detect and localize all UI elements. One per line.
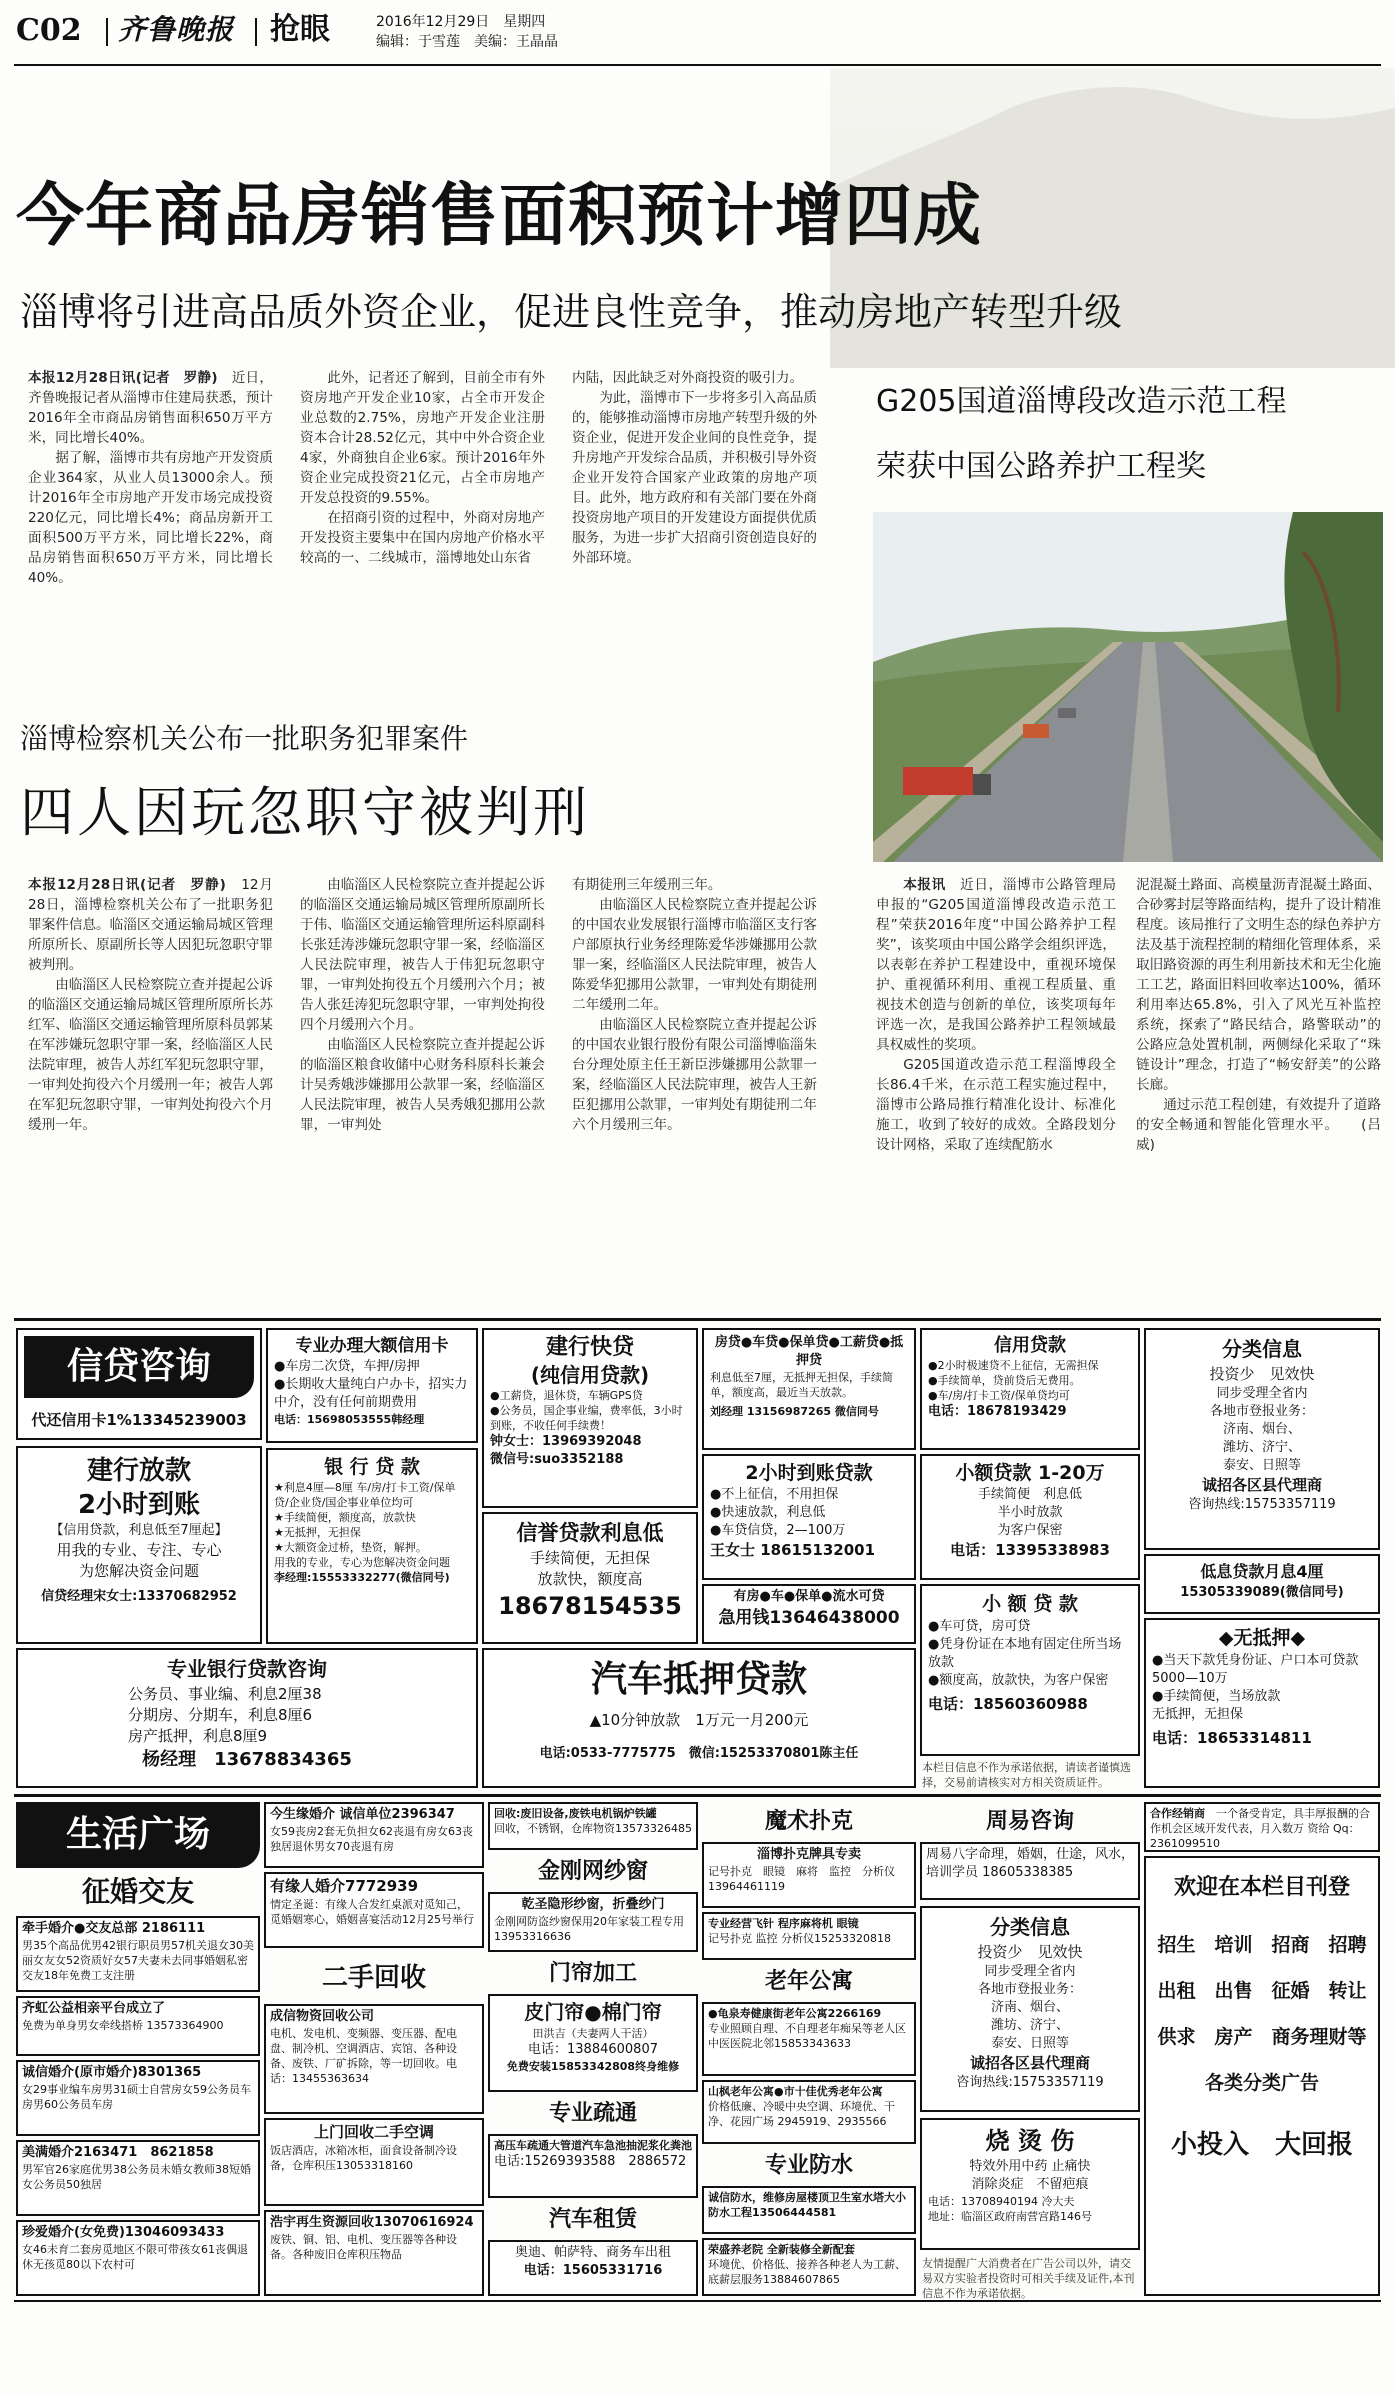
ad-pipe-phone: 电话:15269393588 2886572 bbox=[494, 2154, 687, 2169]
ad-pro-line: 分期房、分期车，利息8厘6 bbox=[128, 1706, 313, 1724]
ad-water-title-2: 荣盛养老院 全新装修全新配套 bbox=[708, 2243, 855, 2256]
paragraph: 有期徒刑三年缓刑三年。 bbox=[572, 877, 722, 893]
ad-burn-line: 消除炎症 不留疤痕 bbox=[971, 2177, 1089, 2192]
ad-recycle-desc: 电机、发电机、变频器、变压器、配电盘、制冷机、空调酒店、宾馆、各种设备、废铁、厂矿拆除，等一切回收。电话：13455363634 bbox=[270, 2027, 457, 2085]
ad-elder-title-2: 山枫老年公寓●市十佳优秀老年公寓 bbox=[708, 2085, 883, 2098]
ad-card-phone: 电话：15698053555韩经理 bbox=[274, 1413, 425, 1426]
ad-magic-1 bbox=[702, 1842, 916, 1908]
ad-shangmen-title: 上门回收二手空调 bbox=[313, 2123, 434, 2141]
ad-nodiya-line: ●手续简便，当场放款 bbox=[1152, 1689, 1281, 1704]
ad-xinyu bbox=[482, 1512, 698, 1644]
ad-door bbox=[488, 1994, 698, 2092]
ad-burn-phone: 电话：13708940194 冷大夫 bbox=[928, 2195, 1075, 2208]
ad-fenlei2-sub: 投资少 见效快 bbox=[977, 1943, 1083, 1961]
ad-xindai-phone: 代还信用卡1%13345239003 bbox=[31, 1411, 247, 1429]
ad-fangdai bbox=[702, 1328, 916, 1450]
ad-youyuan-desc: 情定圣诞：有缘人合发红桌派对觅知己，觅婚姻寒心，婚姻喜宴活动12月25号举行 bbox=[270, 1898, 474, 1926]
ad-two-phone: 王女士 18615132001 bbox=[710, 1541, 876, 1559]
ad-door-phone: 电话：13884600807 bbox=[528, 2042, 658, 2057]
ad-two-line: ●快速放款，利息低 bbox=[710, 1505, 826, 1520]
ad-xiao-phone: 电话：13395338983 bbox=[950, 1541, 1110, 1559]
ad-pipe bbox=[488, 2134, 698, 2198]
ad-fenlei-line: 潍坊、济宁、 bbox=[1222, 1440, 1301, 1455]
zhouyi-heading: 周易咨询 bbox=[985, 1809, 1074, 1834]
ad-youyuan-title: 有缘人婚介7772939 bbox=[270, 1877, 419, 1895]
ad-fenlei bbox=[1144, 1328, 1380, 1550]
ad-water-title: 诚信防水，维修房屋楼顶卫生室水塔大小防水工程13506444581 bbox=[708, 2191, 906, 2219]
ad-xiao2-line: ●车可贷，房可贷 bbox=[928, 1619, 1031, 1634]
ad-screen-desc: 金刚网防盗纱窗保用20年家装工程专用 13953316636 bbox=[494, 1915, 684, 1943]
ad-car-title: 汽车抵押贷款 bbox=[590, 1659, 807, 1700]
ad-pro-bank bbox=[16, 1648, 478, 1788]
elder-heading: 老年公寓 bbox=[764, 1969, 853, 1994]
ad-elder-2 bbox=[702, 2080, 916, 2144]
ad-fenlei2-line: 泰安、日照等 bbox=[990, 2036, 1069, 2051]
ad-chengxin bbox=[16, 2060, 260, 2136]
main-article-col3 bbox=[572, 368, 817, 688]
ad-rent bbox=[488, 2240, 698, 2296]
ad-nodiya-title: ◆无抵押◆ bbox=[1218, 1627, 1306, 1649]
ad-ccb-title: 建行快贷 bbox=[545, 1335, 634, 1360]
ad-elder-title: ●龟泉寿健康街老年公寓2266169 bbox=[708, 2007, 882, 2020]
crime-headline: 四人因玩忽职守被判刑 bbox=[20, 781, 590, 844]
crime-article-col2 bbox=[300, 875, 545, 1295]
main-headline: 今年商品房销售面积预计增四成 bbox=[16, 177, 983, 256]
ad-xiao2-loan bbox=[920, 1584, 1140, 1756]
ad-fenlei-line: 泰安、日照等 bbox=[1222, 1458, 1301, 1473]
paragraph: 由临淄区人民检察院立查并提起公诉的临淄区交通运输局城区管理所原副所长于伟、临淄区交通运输管理所运科原副科长张廷涛涉嫌玩忽职守罪一案，经临淄区人民法院审理，被告人于伟犯玩忽职守罪，一审判处拘役五个月缓刑六个月；被告人张廷涛犯玩忽职守罪，一审判处拘役四个月缓刑六个月。 bbox=[300, 877, 545, 1033]
ad-xinyu-line: 放款快，额度高 bbox=[537, 1570, 643, 1588]
paragraph: 泥混凝土路面、高模量沥青混凝土路面、合砂雾封层等路面结构，提升了设计精准程度。该局推行了文明生态的绿色养护方法及基于流程控制的精细化管理体系，采取旧路资源的再生利用新技术和无尘化施工工艺，路面旧料回收率达100%，循环利用率达65.8%，引入了风光互补监控系统，探索了“路民结合，路警联动”的公路应急处置机制，两侧绿化采取了“珠链设计”理念，打造了“畅安舒美”的公路长廊。 bbox=[1136, 877, 1381, 1093]
ad-elder-desc: 专业照顾自理、不自理老年痴呆等老人区中医医院北邻15853343633 bbox=[708, 2022, 906, 2050]
ad-chengxin-recycle bbox=[264, 2004, 484, 2114]
ad-xiao-line: 手续简便 利息低 bbox=[977, 1487, 1082, 1502]
ad-card-line: ●长期收大量纯白户办卡，招实力中介，没有任何前期费用 bbox=[274, 1377, 468, 1410]
ad-door-title: 皮门帘●棉门帘 bbox=[524, 2000, 662, 2024]
paragraph: 由临淄区人民检察院立查并提起公诉的临淄区粮食收储中心财务科原科长兼会计吴秀娥涉嫌挪用公款罪一案，经临淄区人民法院审理，被告人吴秀娥犯挪用公款罪，一审判处 bbox=[300, 1037, 545, 1133]
ad-old-recycle-1: 回收:废旧设备,废铁电机锅炉铁罐 bbox=[494, 1807, 657, 1820]
ad-fenlei2-line: 同步受理全省内 bbox=[984, 1964, 1076, 1979]
crime-article-col3 bbox=[572, 875, 817, 1295]
ad-welcome-title: 欢迎在本栏目刊登 bbox=[1173, 1875, 1350, 1900]
ad-door-contact: 田洪吉（夫妻两人干活） bbox=[532, 2027, 654, 2040]
ad-qianshou-desc: 男35个高品优男42银行职员男57机关退女30美丽女友女52资质好女57夫妻未去同事婚姻私密交友18年免费工支注册 bbox=[22, 1939, 254, 1982]
ad-rent-phone: 电话：15605331716 bbox=[523, 2263, 663, 2278]
ad-youfang-title: 有房●车●保单●流水可贷 bbox=[733, 1589, 885, 1604]
ad-magic-2 bbox=[702, 1912, 916, 1960]
crime-article-col1 bbox=[28, 875, 273, 1295]
main-article-col1 bbox=[28, 368, 273, 688]
ad-magic-title-2: 专业经营飞针 程序麻将机 眼镜 bbox=[708, 1917, 859, 1930]
road-title-2: 荣获中国公路养护工程奖 bbox=[876, 449, 1206, 484]
ad-elder-1 bbox=[702, 2002, 916, 2076]
ad-fenlei-line: 济南、烟台、 bbox=[1222, 1422, 1301, 1437]
ad-two-hour bbox=[702, 1454, 916, 1580]
ad-screen-title: 乾圣隐形纱窗，折叠纱门 bbox=[521, 1897, 665, 1912]
paragraph: 由临淄区人民检察院立查并提起公诉的中国农业银行股份有限公司淄博临淄朱台分理处原主任王新臣涉嫌挪用公款罪一案，经临淄区人民法院审理，被告人王新臣犯挪用公款罪，一审判处有期徒刑二年六个月缓刑三年。 bbox=[572, 1017, 817, 1133]
byline: 本报12月28日讯(记者 罗静) bbox=[28, 877, 226, 893]
ad-qiming bbox=[16, 1996, 260, 2056]
ad-xiao2-phone: 电话：18560360988 bbox=[928, 1695, 1088, 1713]
ad-shangmen bbox=[264, 2118, 484, 2206]
pipe-heading: 专业疏通 bbox=[548, 2101, 637, 2126]
rent-heading: 汽车租赁 bbox=[548, 2207, 637, 2232]
ad-burn-line: 特效外用中药 止痛快 bbox=[969, 2159, 1091, 2174]
ad-xinyong-phone: 电话：18678193429 bbox=[928, 1404, 1067, 1419]
ad-qianshou-title: 牵手婚介●交友总部 2186111 bbox=[22, 1921, 206, 1936]
ad-card-title: 专业办理大额信用卡 bbox=[295, 1336, 449, 1356]
ad-magic-desc: 记号扑克 眼镜 麻将 监控 分析仪 13964461119 bbox=[708, 1865, 906, 1893]
ad-water-2 bbox=[702, 2238, 916, 2296]
ad-jianhang-line: 用我的专业、专注、专心 bbox=[56, 1541, 222, 1559]
ad-zhenai bbox=[16, 2220, 260, 2296]
ad-fenlei2-title: 分类信息 bbox=[990, 1915, 1070, 1939]
paragraph: 通过示范工程创建，有效提升了道路的安全畅通和智能化管理水平。 (吕威) bbox=[1136, 1097, 1381, 1153]
ad-two-line: ●车贷信贷，2—100万 bbox=[710, 1523, 846, 1538]
ad-ccb-line: ●公务员，国企事业编，费率低，3小时到账，不收任何手续费！ bbox=[490, 1404, 683, 1432]
ad-meiman-desc: 男军官26家庭优男38公务员未婚女教师38短婚女公务员50独居 bbox=[22, 2163, 251, 2191]
ad-fang-phone: 刘经理 13156987265 微信同号 bbox=[710, 1405, 879, 1418]
ad-jianhang-line: 为您解决资金问题 bbox=[78, 1562, 199, 1580]
ad-notice-2: 友情提醒广大消费者在广告公司以外，请交易双方实验者投资时可相关手续及证件,本刊信息不作为承诺依据。 bbox=[922, 2257, 1135, 2300]
paragraph: 12月28日，淄博检察机关公布了一批职务犯罪案件信息。临淄区交通运输局城区管理所原所长、原副所长等人因犯玩忽职守罪被判刑。 bbox=[28, 877, 273, 973]
ad-fenlei2-line: 各地市登报业务： bbox=[977, 1982, 1082, 1997]
magic-heading: 魔术扑克 bbox=[764, 1809, 853, 1834]
section-title: 抢眼 bbox=[270, 12, 330, 47]
ad-zhenai-desc: 女46未育二套房觅地区不限可带孩女61丧偶退休无孩觅80以下农村可 bbox=[22, 2243, 248, 2271]
ad-chengxin-title: 诚信婚介(原市婚介)8301365 bbox=[22, 2065, 202, 2080]
ad-xinyong bbox=[920, 1328, 1140, 1450]
ad-haoyu bbox=[264, 2210, 484, 2296]
ad-old-recycle-2: 回收，不锈钢，仓库物资13573326485 bbox=[494, 1822, 692, 1835]
page-number: C02 bbox=[16, 13, 82, 48]
header-divider-2 bbox=[255, 18, 257, 46]
ad-pro-title: 专业银行贷款咨询 bbox=[167, 1657, 327, 1681]
ad-bank-line: ★手续简便，额度高，放款快 bbox=[274, 1511, 416, 1524]
ad-zhouyi-desc: 周易八字命理，婚姻，仕途，风水，培训学员 18605338385 bbox=[926, 1847, 1135, 1880]
ad-nodiya-line: ●当天下款凭身份证、户口本可贷款5000—10万 bbox=[1152, 1653, 1359, 1686]
ad-screen bbox=[488, 1892, 698, 1952]
ad-chengxin-desc: 女29事业编车房男31硕士自营房女59公务员车房男60公务员车房 bbox=[22, 2083, 251, 2111]
ad-water-desc-2: 环境优、价格低、接养各种老人为工薪、底薪层服务13884607865 bbox=[708, 2258, 906, 2286]
ad-pro-contact: 杨经理 13678834365 bbox=[142, 1749, 352, 1770]
ad-xiao-line: 为客户保密 bbox=[997, 1523, 1063, 1538]
water-heading: 专业防水 bbox=[764, 2153, 853, 2178]
header-divider bbox=[106, 18, 108, 46]
ad-fenlei-phone: 咨询热线:15753357119 bbox=[1188, 1497, 1336, 1512]
ad-xinyong-title: 信用贷款 bbox=[994, 1335, 1066, 1356]
ad-dixi-phone: 15305339089(微信同号) bbox=[1180, 1585, 1344, 1600]
ad-welcome-line: 供求 房产 商务理财等 bbox=[1157, 2026, 1367, 2048]
paragraph: 近日，淄博市公路管理局申报的“G205国道淄博段改造示范工程”荣获2016年度“中国公路养护工程奖”，该奖项由中国公路学会组织评选，以表彰在养护工程建设中，重视环境保护、重视循环利用、重视工程质量、重视技术创造与创新的单位，该奖项每年评选一次，是我国公路养护工程领域最具权威性的奖项。 bbox=[876, 877, 1116, 1053]
ad-xiao2-title: 小 额 贷 款 bbox=[982, 1593, 1078, 1615]
ad-ccb-sub: (纯信用贷款) bbox=[530, 1363, 650, 1387]
ad-welcome-line: 出租 出售 征婚 转让 bbox=[1157, 1980, 1367, 2002]
ad-door-free: 免费安装15853342808终身维修 bbox=[506, 2060, 680, 2073]
ad-meiman bbox=[16, 2140, 260, 2216]
ad-jianhang-contact: 信贷经理宋女士:13370682952 bbox=[41, 1589, 237, 1604]
ad-jianhang-title: 建行放款 bbox=[86, 1456, 191, 1486]
ad-burn bbox=[920, 2118, 1140, 2250]
crime-kicker: 淄博检察机关公布一批职务犯罪案件 bbox=[20, 722, 469, 755]
ads-top-rule bbox=[14, 1318, 1381, 1321]
ad-xindai bbox=[16, 1328, 262, 1440]
ad-fenlei-sub: 投资少 见效快 bbox=[1209, 1365, 1315, 1383]
ad-car-line: ▲10分钟放款 1万元一月200元 bbox=[589, 1711, 809, 1729]
ad-youyuan bbox=[264, 1872, 484, 1948]
paragraph: G205国道改造示范工程淄博段全长86.4千米，在示范工程实施过程中，淄博市公路局推行精准化设计、标准化施工，收到了较好的成效。全路段划分设计网格，采取了连续配筋水 bbox=[876, 1057, 1116, 1153]
ad-ccb-wechat: 微信号:suo3352188 bbox=[490, 1452, 624, 1467]
newspaper-logo: 齐鲁晚报 bbox=[118, 13, 235, 46]
issue-date: 2016年12月29日 星期四 bbox=[376, 14, 546, 30]
paragraph: 由临淄区人民检察院立查并提起公诉的临淄区交通运输局城区管理所原所长苏红军、临淄区交通运输管理所原科员郭某在军涉嫌玩忽职守罪一案，经临淄区人民法院审理，被告人苏红军犯玩忽职守罪，一审判处拘役六个月缓刑一年；被告人郭在军犯玩忽职守罪，一审判处拘役六个月缓刑一年。 bbox=[28, 977, 273, 1133]
paragraph: 此外，记者还了解到，目前全市有外资房地产开发企业10家，占全市开发企业总数的2.75%，房地产开发企业注册资本合计28.52亿元，其中中外合资企业4家，外商独自企业6家。预计2016年外资企业完成投资21亿元，占全市房地产开发总投资的9.55%。 bbox=[300, 370, 545, 506]
ad-xindai-title: 信贷咨询 bbox=[24, 1336, 254, 1398]
ad-burn-title: 烧 烫 伤 bbox=[985, 2127, 1075, 2155]
ad-pipe-title: 高压车疏通大管道汽车急池抽泥浆化粪池 bbox=[494, 2139, 692, 2152]
ad-youfang-phone: 急用钱13646438000 bbox=[718, 1608, 900, 1628]
ad-welcome-line: 招生 培训 招商 招聘 bbox=[1157, 1934, 1367, 1956]
ad-xinyong-line: ●手续简单，贷前贷后无费用。 bbox=[928, 1374, 1081, 1387]
ad-zhenai-title: 珍爱婚介(女免费)13046093433 bbox=[22, 2225, 225, 2240]
ad-welcome-line: 各类分类广告 bbox=[1204, 2072, 1319, 2094]
ad-xiao-title: 小额贷款 1-20万 bbox=[955, 1462, 1105, 1484]
ad-fenlei-recruit: 诚招各区县代理商 bbox=[1201, 1476, 1322, 1494]
ad-ccb-contact: 钟女士：13969392048 bbox=[490, 1434, 642, 1449]
ad-nodiya-phone: 电话：18653314811 bbox=[1152, 1729, 1312, 1747]
ad-qiming-desc: 免费为单身男女牵线搭桥 13573364900 bbox=[22, 2019, 224, 2032]
paragraph: 近日，齐鲁晚报记者从淄博市住建局获悉，预计2016年全市商品房销售面积650万平方米，同比增长40%。 bbox=[28, 370, 273, 446]
paragraph: 在招商引资的过程中，外商对房地产开发投资主要集中在国内房地产价格水平较高的一、二线城市，淄博地处山东省 bbox=[300, 510, 545, 566]
ad-rent-desc: 奥迪、帕萨特、商务车出租 bbox=[514, 2245, 671, 2260]
paragraph: 由临淄区人民检察院立查并提起公诉的中国农业发展银行淄博市临淄区支行客户部原执行业务经理陈爱华涉嫌挪用公款罪一案，经临淄区人民法院审理，被告人陈爱华犯挪用公款罪，一审判处有期徒刑二年缓刑二年。 bbox=[572, 897, 817, 1013]
main-article-col2 bbox=[300, 368, 545, 688]
life-plaza-title: 生活广场 bbox=[16, 1802, 260, 1868]
ad-bank-line: ★大额资金过桥，垫资，解押。 bbox=[274, 1541, 427, 1554]
byline: 本报讯 bbox=[903, 877, 946, 893]
ad-xiao-line: 半小时放款 bbox=[997, 1505, 1063, 1520]
ads-bottom-rule bbox=[14, 2300, 1381, 2302]
highway-photo bbox=[873, 512, 1383, 862]
ad-two-title: 2小时到账贷款 bbox=[745, 1462, 873, 1484]
ad-zhouyi bbox=[920, 1842, 1140, 1900]
ad-haoyu-desc: 废铁、铜、铝、电机、变压器等各种设备。各种废旧仓库积压物品 bbox=[270, 2233, 457, 2261]
ad-bank-phone: 李经理:15553332277(微信同号) bbox=[274, 1571, 450, 1584]
ad-two-line: ●不上征信，不用担保 bbox=[710, 1487, 839, 1502]
ad-fenlei2-recruit: 诚招各区县代理商 bbox=[969, 2054, 1090, 2072]
ad-car-mortgage bbox=[482, 1648, 916, 1788]
ads-mid-rule bbox=[14, 1794, 1381, 1797]
ad-bank-line: ★无抵押，无担保 bbox=[274, 1526, 361, 1539]
ad-xinyu-title: 信誉贷款利息低 bbox=[516, 1521, 664, 1545]
ad-xinyong-line: ●2小时极速贷不上征信，无需担保 bbox=[928, 1359, 1099, 1372]
ad-jinsheng bbox=[264, 1802, 484, 1868]
ad-ccb-fastloan bbox=[482, 1328, 698, 1508]
ad-magic-desc-2: 记号扑克 监控 分析仪15253320818 bbox=[708, 1932, 891, 1945]
ad-coop bbox=[1144, 1802, 1380, 1852]
ad-credit-card bbox=[266, 1328, 478, 1443]
ad-fenlei2-line: 潍坊、济宁、 bbox=[990, 2018, 1069, 2033]
ad-xiao2-line: ●凭身份证在本地有固定住所当场放款 bbox=[928, 1637, 1122, 1670]
ad-dixi bbox=[1144, 1554, 1380, 1614]
paragraph: 内陆，因此缺乏对外商投资的吸引力。 bbox=[572, 370, 804, 386]
ad-fenlei2-line: 济南、烟台、 bbox=[990, 2000, 1069, 2015]
ad-bank-line: ★利息4厘—8厘 车/房/打卡工资/保单贷/企业贷/国企事业单位均可 bbox=[274, 1481, 456, 1509]
ad-notice: 本栏目信息不作为承诺依据，请读者谨慎选择，交易前请核实对方相关资质证件。 bbox=[922, 1761, 1131, 1789]
ad-xiao2-line: ●额度高，放款快，为客户保密 bbox=[928, 1673, 1109, 1688]
ad-shangmen-desc: 饭店酒店，冰箱冰柜，面食设备制冷设备，仓库积压13053318160 bbox=[270, 2144, 457, 2172]
ad-qianshou bbox=[16, 1916, 260, 1992]
byline: 本报12月28日讯(记者 罗静) bbox=[28, 370, 218, 386]
ad-nodiya-line: 无抵押，无担保 bbox=[1152, 1707, 1244, 1722]
ad-jinsheng-title: 今生缘婚介 诚信单位2396347 bbox=[270, 1807, 455, 1822]
ad-recycle-shop: 成信物资回收公司 bbox=[270, 2009, 375, 2024]
road-article-colB bbox=[1136, 875, 1381, 1295]
ad-car-phone: 电话:0533-7775775 微信:15253370801陈主任 bbox=[539, 1746, 859, 1761]
screen-heading: 金刚网纱窗 bbox=[537, 1859, 648, 1884]
ad-burn-addr: 地址：临淄区政府南营宫路146号 bbox=[928, 2210, 1092, 2223]
ad-fenlei-2 bbox=[920, 1906, 1140, 2112]
ad-fang-title: 房贷●车贷●保单贷●工薪贷●抵押贷 bbox=[714, 1335, 904, 1368]
ad-xinyu-line: 手续简便，无担保 bbox=[529, 1549, 650, 1567]
ad-bank-title: 银 行 贷 款 bbox=[324, 1456, 420, 1478]
ad-jianhang-sub: 2小时到账 bbox=[77, 1490, 201, 1520]
ad-elder-desc-2: 价格低廉、冷暖中央空调、环境优、干净、花园广场 2945919、2935566 bbox=[708, 2100, 895, 2128]
marriage-heading: 征婚交友 bbox=[81, 1875, 194, 1908]
ad-coop-title: 合作经销商 bbox=[1150, 1807, 1205, 1820]
ad-water-1 bbox=[702, 2186, 916, 2234]
ad-fenlei2-phone: 咨询热线:15753357119 bbox=[956, 2075, 1104, 2090]
ad-jianhang bbox=[16, 1446, 262, 1644]
paragraph: 为此，淄博市下一步将多引入高品质的，能够推动淄博市房地产转型升级的外资企业，促进开发企业间的良性竞争，提升房地产开发综合品质，并积极引导外资企业开发符合国家产业政策的房地产项目。此外，地方政府和有关部门要在外商投资房地产项目的开发建设方面提供优质服务，为进一步扩大招商引资创造良好的外部环境。 bbox=[572, 390, 817, 566]
paragraph: 据了解，淄博市共有房地产开发资质企业364家，从业人员13000余人。预计2016年全市房地产开发市场完成投资220亿元，同比增长4%；商品房新开工面积500万平方米，同比增长22%，商品房销售面积650万平方米，同比增长40%。 bbox=[28, 450, 273, 586]
ad-haoyu-title: 浩宇再生资源回收13070616924 bbox=[270, 2215, 474, 2230]
editors-line: 编辑：于雪莲 美编：王晶晶 bbox=[376, 34, 558, 50]
door-heading: 门帘加工 bbox=[548, 1961, 637, 1986]
ad-pro-line: 公务员、事业编、利息2厘38 bbox=[128, 1685, 322, 1703]
ad-old-recycle bbox=[488, 1802, 698, 1850]
ad-youfang bbox=[702, 1584, 916, 1644]
ad-nodiya bbox=[1144, 1618, 1380, 1788]
ad-jianhang-line: 【信用贷款，利息低至7厘起】 bbox=[50, 1523, 228, 1538]
ad-fenlei-line: 各地市登报业务： bbox=[1209, 1404, 1314, 1419]
ad-coop-desc: 一个备受肯定，具丰厚报酬的合作机会区域开发代表，月入数万 资给 Qq：2361099510 bbox=[1150, 1807, 1370, 1850]
ad-fenlei-title: 分类信息 bbox=[1222, 1337, 1302, 1361]
ad-fang-line: 利息低至7厘，无抵押无担保，手续简单，额度高，最近当天放款。 bbox=[710, 1371, 893, 1399]
ad-fenlei-line: 同步受理全省内 bbox=[1216, 1386, 1308, 1401]
road-title-1: G205国道淄博段改造示范工程 bbox=[876, 384, 1287, 419]
ad-meiman-title: 美满婚介2163471 8621858 bbox=[22, 2145, 214, 2160]
ad-welcome bbox=[1144, 1856, 1380, 2296]
header-rule bbox=[14, 64, 1381, 66]
ad-xinyu-phone: 18678154535 bbox=[498, 1592, 682, 1620]
ad-bank-note: 用我的专业，专心为您解决资金问题 bbox=[274, 1556, 450, 1569]
recycle-heading: 二手回收 bbox=[321, 1963, 426, 1993]
ad-bank-loan bbox=[266, 1448, 478, 1644]
ad-dixi-title: 低息贷款月息4厘 bbox=[1200, 1562, 1324, 1581]
ad-xinyong-line: ●车/房/打卡工资/保单贷均可 bbox=[928, 1389, 1070, 1402]
ad-magic-title: 淄博扑克牌具专卖 bbox=[756, 1847, 861, 1862]
ad-qiming-title: 齐虹公益相亲平台成立了 bbox=[22, 2001, 166, 2016]
ad-card-line: ●车房二次贷，车押/房押 bbox=[274, 1359, 420, 1374]
ad-jinsheng-desc: 女59丧房2套无负担女62丧退有房女63丧独居退休男女70丧退有房 bbox=[270, 1825, 473, 1853]
road-article-colA bbox=[876, 875, 1116, 1295]
ad-xiao-loan bbox=[920, 1454, 1140, 1580]
ad-welcome-slogan: 小投入 大回报 bbox=[1170, 2130, 1353, 2160]
ad-ccb-line: ●工薪贷，退休贷，车辆GPS贷 bbox=[490, 1389, 643, 1402]
main-subhead: 淄博将引进高品质外资企业，促进良性竞争，推动房地产转型升级 bbox=[20, 290, 1123, 334]
ad-pro-line: 房产抵押，利息8厘9 bbox=[128, 1727, 268, 1745]
